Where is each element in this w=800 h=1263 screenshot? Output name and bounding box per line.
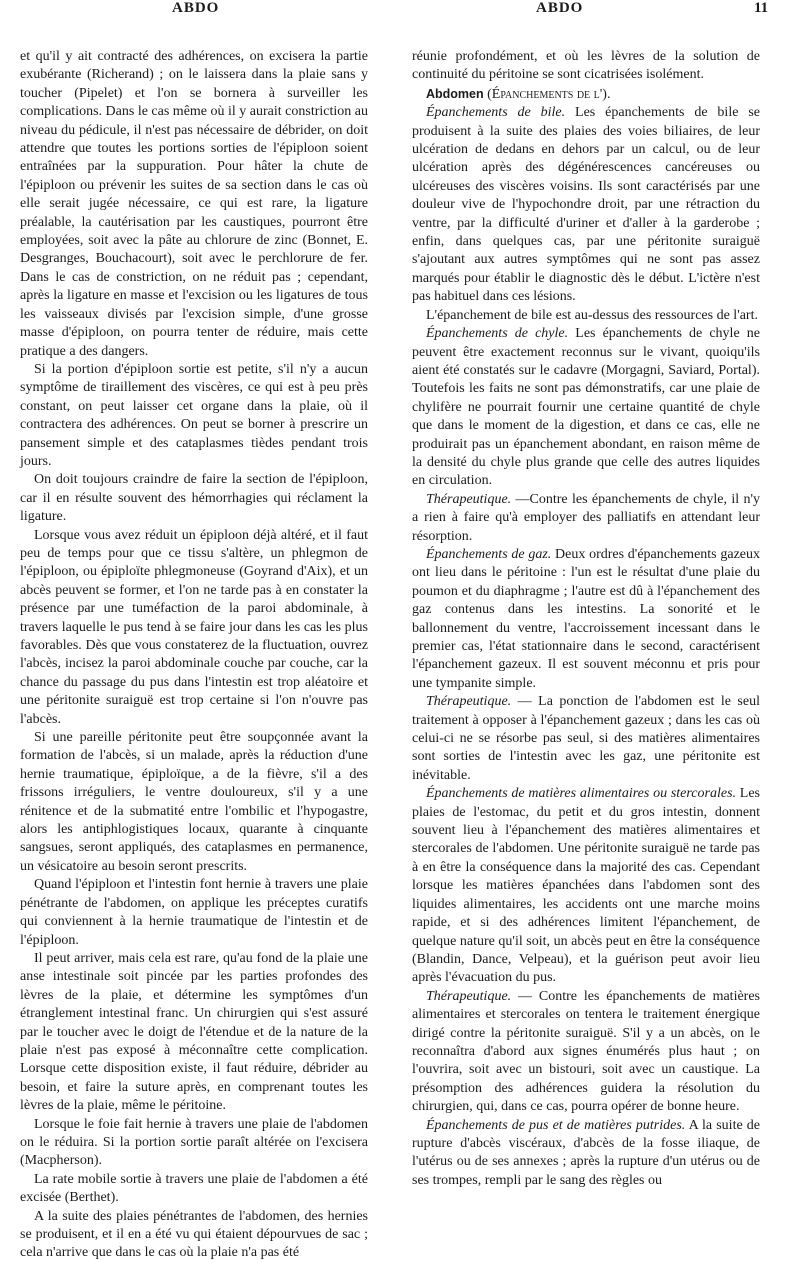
section-label: Épanchements de gaz. (426, 546, 552, 562)
entry-word: Abdomen (426, 86, 484, 101)
section-paragraph (412, 307, 760, 325)
section-paragraph (412, 988, 760, 1117)
section-text: Deux ordres d'épanchements gazeux ont lieu dans le péritoine : l'un est le résultat d'une plaie du poumon et du diaphragme ; l'autre est dû à l'épanchement des gaz contenus dans les intestins. La sonorité et le ballonnement du ventre, l'accroissement incessant dans le premier cas, l'état stationnaire dans le second, caractérisent l'épanchement gazeux. Il est souvent méconnu et pris pour une tympanite simple. (412, 546, 760, 691)
paragraph: Lorsque vous avez réduit un épiploon déjà altéré, et il faut peu de temps pour que ce tissu s'altère, un phlegmon de l'épiploon, ou épiploïte phlegmoneuse (Goyrand d'Aix), et un abcès peuvent se former, et l'on ne tarde pas à en constater la présence par une tuméfaction de la paroi abdominale, à travers laquelle le pus tend à se faire jour dans les cas les plus favorables. Dès que vous constaterez de la fluctuation, ouvrez l'abcès, incisez la paroi abdominale couche par couche, car la chance du passage du pus dans l'intestin est trop aléatoire et une péritonite suraiguë est trop certaine si l'on n'ouvre pas l'abcès. (20, 527, 368, 727)
entry-title: (Épanchements de l'). (487, 86, 611, 102)
section-label: Thérapeutique. (426, 694, 512, 710)
section-paragraph (412, 325, 760, 491)
section-paragraph (412, 693, 760, 785)
left-running-head: ABDO (172, 0, 220, 16)
section-paragraph (412, 491, 760, 546)
section-paragraph (412, 104, 760, 306)
entry-heading (412, 85, 760, 104)
paragraph: La rate mobile sortie à travers une plaie de l'abdomen a été excisée (Berthet). (20, 1171, 368, 1206)
section-text: Les plaies de l'estomac, du petit et du gros intestin, donnent souvent lieu à l'épanchement des matières alimentaires et stercorales de l'abdomen. Une péritonite suraiguë ne tarde pas à en être la conséquence dans la majorité des cas. Cependant lorsque les matières épanchées dans l'abdomen sont des liquides alimentaires, les accidents ont une marche moins rapide, et si des adhérences limitent l'épanchement, de quelque nature qu'il soit, un abcès peut en être la conséquence (Blandin, Dance, Velpeau), et la guérison peut avoir lieu après l'évacuation du pus. (412, 786, 761, 986)
right-running-head: ABDO (536, 0, 584, 16)
section-label: Épanchements de matières alimentaires ou stercorales. (426, 786, 737, 802)
paragraph: On doit toujours craindre de faire la section de l'épiploon, car il en résulte souvent des hémorrhagies qui réclament la ligature. (20, 472, 368, 525)
section-text: Les épanchements de bile se produisent à la suite des plaies des voies biliaires, de leur ulcération de dedans en dehors par un calcul, ou de leur ulcération après des dégénérescences cancéreuses ou ulcéreuses des viscères voisins. Ils sont caractérisés par une douleur vive de l'hypochondre droit, par une rétraction du ventre, par la difficulté d'uriner et d'aller à la garderobe ; enfin, dans quelques cas, par une péritonite suraiguë s'ajoutant aux autres symptômes qui ne sont pas assez marqués pour établir le diagnostic dès le début. L'ictère n'est pas habituel dans ces lésions. (412, 105, 760, 305)
section-text: A la suite de rupture d'abcès viscéraux, d'abcès de la fosse iliaque, de l'utérus ou de ses annexes ; après la rupture d'un utérus ou de ses trompes, rempli par le sang des règles ou (412, 1117, 760, 1188)
section-label: Thérapeutique. (426, 491, 512, 507)
section-text: —Contre les épanchements de chyle, il n'y a rien à faire qu'à employer des palliatifs en attendant leur résorption. (412, 491, 760, 544)
paragraph: Il peut arriver, mais cela est rare, qu'au fond de la plaie une anse intestinale soit pincée par les parties profondes des lèvres de la plaie, et détermine les symptômes d'un étranglement intestinal franc. Un chirurgien qui s'est assuré par le toucher avec le doigt de l'étendue et de la nature de la plaie n'est pas exposé à méconnaître cette complication. Lorsque cette disposition existe, il faut réduire, débrider au besoin, et faire la suture après, en comprenant toutes les lèvres de la plaie, même le péritoine. (20, 950, 368, 1114)
section-paragraph (412, 1117, 760, 1191)
section-text: — La ponction de l'abdomen est le seul traitement à opposer à l'épanchement gazeux ; dans les cas où celui-ci ne se résorbe pas seul, si des matières alimentaires sont sorties de l'intestin avec les gaz, une péritonite est inévitable. (412, 694, 760, 783)
paragraph: réunie profondément, et où les lèvres de la solution de continuité du péritoine se sont cicatrisées isolément. (412, 49, 760, 83)
paragraph: Lorsque le foie fait hernie à travers une plaie de l'abdomen on le réduira. Si la portion sortie paraît altérée on l'excisera (Macpherson). (20, 1116, 368, 1169)
paragraph: Quand l'épiploon et l'intestin font hernie à travers une plaie pénétrante de l'abdomen, on applique les préceptes curatifs qui conviennent à la hernie traumatique de l'intestin et de l'épiploon. (20, 877, 368, 948)
paragraph: Si la portion d'épiploon sortie est petite, s'il n'y a aucun symptôme de tiraillement des viscères, ce qui est à peu près constant, on peut laisser cet organe dans la plaie, où il contractera des adhérences. On peut se borner à prescrire un pansement simple et des cataplasmes tièdes pendant trois jours. (20, 361, 368, 469)
paragraph: Si une pareille péritonite peut être soupçonnée avant la formation de l'abcès, si un malade, après la réduction d'une hernie traumatique, épiploïque, a de la fièvre, s'il a des frissons irréguliers, le ventre douloureux, s'il y a une rénitence et de la submatité entre l'ombilic et l'hypogastre, alors les antiphlogistiques locaux, quarante à cinquante sangsues, seront appliqués, des cataplasmes en permanence, un vésicatoire au besoin seront prescrits. (20, 730, 368, 874)
section-label: Épanchements de chyle. (426, 326, 569, 342)
paragraph: A la suite des plaies pénétrantes de l'abdomen, des hernies se produisent, et il en a été vu qui étaient dépourvues de sac ; cela n'arrive que dans le cas où la plaie n'a pas été (20, 1208, 368, 1261)
section-label: Épanchements de bile. (426, 105, 566, 121)
section-label: Épanchements de pus et de matières putrides. (426, 1117, 686, 1133)
section-text: — Contre les épanchements de matières alimentaires et stercorales on tentera le traitement énergique dirigé contre la péritonite suraiguë. S'il y a un abcès, on le reconnaîtra d'abord aux signes énumérés plus haut ; on l'ouvrira, soit avec un bistouri, soit avec un caustique. La présomption des adhérences guidera la résolution du chirurgien, qui, dans ce cas, pourra opérer de bonne heure. (412, 988, 760, 1115)
section-paragraph (412, 785, 760, 987)
section-paragraph (412, 546, 760, 693)
section-text: Les épanchements de chyle ne peuvent être exactement reconnus sur le vivant, quoiqu'ils aient été constatés sur le cadavre (Morgagni, Saviard, Portal). Toutefois les faits ne sont pas démonstratifs, car une plaie de chylifère ne pourrait fournir une certaine quantité de chyle que dans le moment de la digestion, et dans ce cas, elle ne produirait pas un épanchement abondant, en raison même de la densité du chyle plus grande que celle des autres liquides en circulation. (412, 326, 760, 489)
right-column (412, 48, 760, 1190)
page-number: 11 (754, 0, 769, 16)
section-label: Thérapeutique. (426, 988, 512, 1004)
paragraph: et qu'il y ait contracté des adhérences, on excisera la partie exubérante (Richerand) ; on le laissera dans la plaie sans y toucher (Pipelet) et l'on se bornera à surveiller les complications. Dans le cas même où il y aurait constriction au niveau du pédicule, il n'est pas nécessaire de débrider, on doit attendre que toutes les portions sorties de l'épiploon soient entraînées par la suppuration. Pour hâter la chute de l'épiploon ou prévenir les suites de sa section dans le cas où elle serait jugée nécessaire, ce qui est rare, la ligature préalable, la cautérisation par les caustiques, pourront être employées, soit avec la pâte au chlorure de zinc (Bonnet, E. Desgranges, Bouchacourt), soit avec le perchlorure de fer. Dans le cas de constriction, on ne réduit pas ; cependant, après la ligature en masse et l'excision ou les ligatures de tous les vaisseaux divisés par l'excision simple, d'une grosse masse d'épiploon, on pourra tenter de réduire, mais cette pratique a des dangers. (20, 49, 368, 359)
left-column (20, 48, 368, 1263)
section-text: L'épanchement de bile est au-dessus des ressources de l'art. (426, 307, 758, 323)
